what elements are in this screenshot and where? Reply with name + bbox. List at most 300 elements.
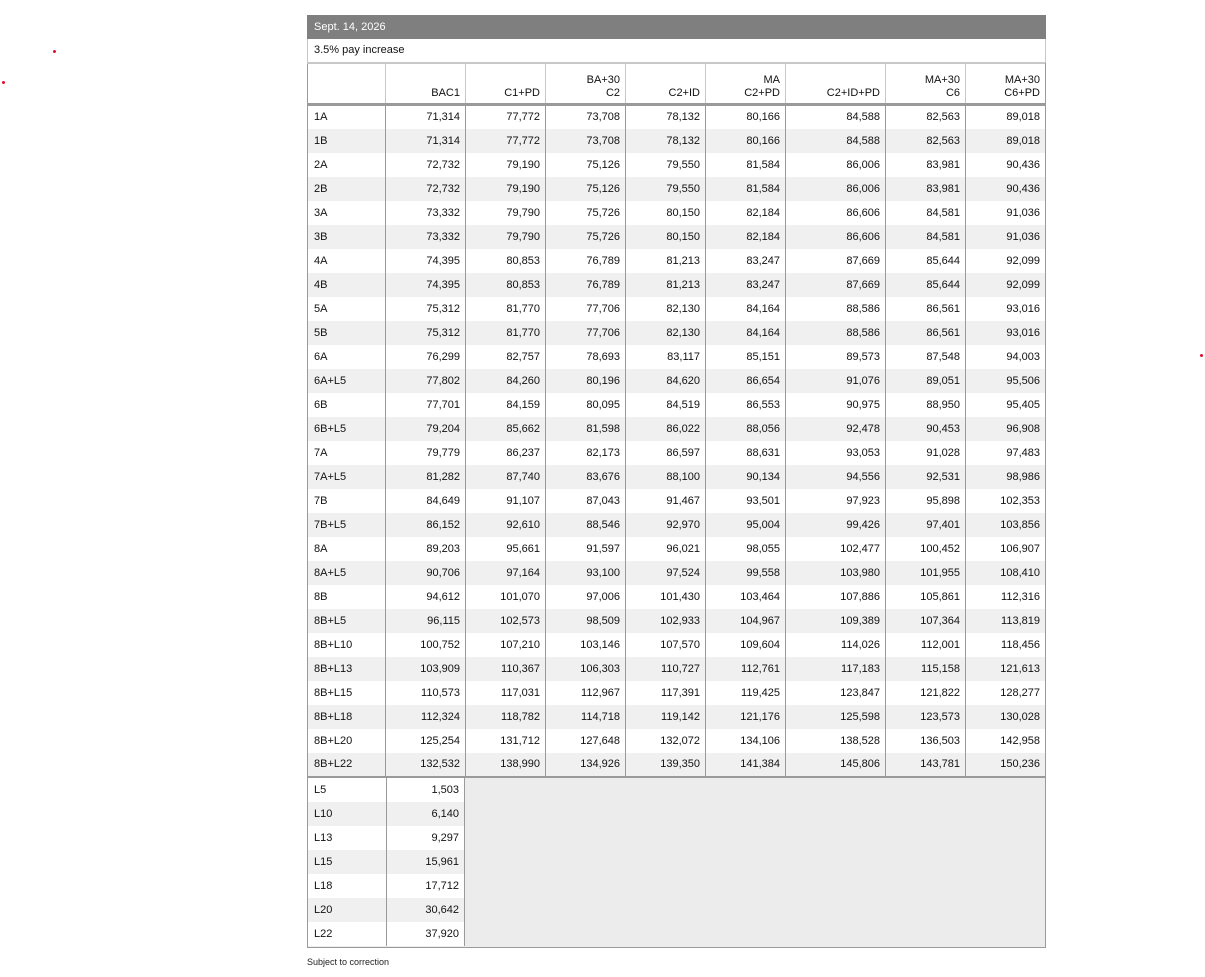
salary-cell: 98,509 bbox=[546, 609, 626, 633]
salary-cell: 82,563 bbox=[886, 129, 966, 153]
salary-cell: 138,990 bbox=[466, 753, 546, 777]
salary-cell: 123,573 bbox=[886, 705, 966, 729]
longevity-row bbox=[308, 826, 465, 850]
table-row bbox=[308, 513, 1046, 537]
salary-cell: 145,806 bbox=[786, 753, 886, 777]
table-row bbox=[308, 153, 1046, 177]
longevity-row bbox=[308, 874, 465, 898]
table-row bbox=[308, 129, 1046, 153]
salary-cell: 107,886 bbox=[786, 585, 886, 609]
step-label: 7A bbox=[308, 441, 386, 465]
salary-cell: 88,586 bbox=[786, 297, 886, 321]
salary-cell: 82,184 bbox=[706, 201, 786, 225]
salary-cell: 103,146 bbox=[546, 633, 626, 657]
salary-cell: 86,597 bbox=[626, 441, 706, 465]
salary-cell: 136,503 bbox=[886, 729, 966, 753]
column-header bbox=[706, 64, 786, 105]
salary-cell: 82,130 bbox=[626, 297, 706, 321]
step-label: 6B+L5 bbox=[308, 417, 386, 441]
salary-cell: 132,072 bbox=[626, 729, 706, 753]
salary-cell: 89,573 bbox=[786, 345, 886, 369]
salary-cell: 107,210 bbox=[466, 633, 546, 657]
salary-cell: 86,561 bbox=[886, 297, 966, 321]
salary-cell: 110,573 bbox=[386, 681, 466, 705]
salary-cell: 123,847 bbox=[786, 681, 886, 705]
salary-cell: 94,556 bbox=[786, 465, 886, 489]
salary-cell: 112,316 bbox=[966, 585, 1046, 609]
step-label: 8B+L5 bbox=[308, 609, 386, 633]
salary-cell: 107,364 bbox=[886, 609, 966, 633]
step-label: 7A+L5 bbox=[308, 465, 386, 489]
table-row bbox=[308, 177, 1046, 201]
column-header bbox=[546, 64, 626, 105]
salary-cell: 125,254 bbox=[386, 729, 466, 753]
salary-cell: 75,726 bbox=[546, 225, 626, 249]
salary-cell: 131,712 bbox=[466, 729, 546, 753]
salary-cell: 76,789 bbox=[546, 273, 626, 297]
salary-rows bbox=[308, 105, 1046, 777]
salary-cell: 90,453 bbox=[886, 417, 966, 441]
table-row bbox=[308, 609, 1046, 633]
table-row bbox=[308, 441, 1046, 465]
salary-cell: 88,056 bbox=[706, 417, 786, 441]
salary-cell: 77,701 bbox=[386, 393, 466, 417]
longevity-amount: 17,712 bbox=[386, 874, 464, 898]
salary-cell: 90,706 bbox=[386, 561, 466, 585]
salary-cell: 81,282 bbox=[386, 465, 466, 489]
salary-cell: 89,051 bbox=[886, 369, 966, 393]
salary-cell: 85,151 bbox=[706, 345, 786, 369]
salary-cell: 80,853 bbox=[466, 273, 546, 297]
salary-cell: 94,003 bbox=[966, 345, 1046, 369]
longevity-row bbox=[308, 850, 465, 874]
salary-cell: 141,384 bbox=[706, 753, 786, 777]
column-header bbox=[886, 64, 966, 105]
salary-cell: 89,018 bbox=[966, 129, 1046, 153]
salary-cell: 71,314 bbox=[386, 129, 466, 153]
step-label: 7B bbox=[308, 489, 386, 513]
step-label: 8B bbox=[308, 585, 386, 609]
salary-cell: 92,531 bbox=[886, 465, 966, 489]
table-row bbox=[308, 393, 1046, 417]
salary-cell: 79,204 bbox=[386, 417, 466, 441]
step-label: 8A+L5 bbox=[308, 561, 386, 585]
salary-cell: 88,631 bbox=[706, 441, 786, 465]
salary-cell: 92,478 bbox=[786, 417, 886, 441]
salary-cell: 83,247 bbox=[706, 273, 786, 297]
salary-cell: 101,955 bbox=[886, 561, 966, 585]
table-row bbox=[308, 729, 1046, 753]
table-row bbox=[308, 321, 1046, 345]
salary-cell: 102,933 bbox=[626, 609, 706, 633]
table-row bbox=[308, 369, 1046, 393]
table-row bbox=[308, 681, 1046, 705]
salary-cell: 81,213 bbox=[626, 249, 706, 273]
salary-cell: 83,981 bbox=[886, 177, 966, 201]
salary-cell: 106,907 bbox=[966, 537, 1046, 561]
salary-cell: 77,772 bbox=[466, 105, 546, 129]
step-label: 8B+L15 bbox=[308, 681, 386, 705]
step-label: 7B+L5 bbox=[308, 513, 386, 537]
longevity-label: L10 bbox=[308, 802, 386, 826]
salary-cell: 112,761 bbox=[706, 657, 786, 681]
salary-cell: 78,132 bbox=[626, 105, 706, 129]
salary-cell: 92,099 bbox=[966, 249, 1046, 273]
salary-cell: 76,789 bbox=[546, 249, 626, 273]
salary-cell: 134,926 bbox=[546, 753, 626, 777]
salary-cell: 83,117 bbox=[626, 345, 706, 369]
salary-cell: 84,260 bbox=[466, 369, 546, 393]
salary-cell: 81,584 bbox=[706, 177, 786, 201]
salary-cell: 90,975 bbox=[786, 393, 886, 417]
table-row bbox=[308, 489, 1046, 513]
table-row bbox=[308, 585, 1046, 609]
table-row bbox=[308, 273, 1046, 297]
column-header bbox=[966, 64, 1046, 105]
table-row bbox=[308, 537, 1046, 561]
salary-cell: 102,477 bbox=[786, 537, 886, 561]
column-header bbox=[466, 64, 546, 105]
salary-cell: 84,649 bbox=[386, 489, 466, 513]
salary-cell: 81,770 bbox=[466, 297, 546, 321]
longevity-section bbox=[307, 778, 1046, 948]
salary-cell: 79,550 bbox=[626, 153, 706, 177]
salary-cell: 117,183 bbox=[786, 657, 886, 681]
salary-cell: 75,312 bbox=[386, 297, 466, 321]
salary-cell: 90,436 bbox=[966, 177, 1046, 201]
salary-cell: 82,173 bbox=[546, 441, 626, 465]
salary-cell: 93,501 bbox=[706, 489, 786, 513]
table-row bbox=[308, 297, 1046, 321]
longevity-amount: 1,503 bbox=[386, 778, 464, 802]
salary-cell: 97,483 bbox=[966, 441, 1046, 465]
step-label: 2B bbox=[308, 177, 386, 201]
salary-cell: 128,277 bbox=[966, 681, 1046, 705]
step-label: 8B+L18 bbox=[308, 705, 386, 729]
salary-cell: 104,967 bbox=[706, 609, 786, 633]
salary-cell: 150,236 bbox=[966, 753, 1046, 777]
step-label: 8B+L20 bbox=[308, 729, 386, 753]
salary-cell: 82,757 bbox=[466, 345, 546, 369]
step-label: 4A bbox=[308, 249, 386, 273]
longevity-amount: 15,961 bbox=[386, 850, 464, 874]
salary-cell: 80,150 bbox=[626, 225, 706, 249]
salary-cell: 90,134 bbox=[706, 465, 786, 489]
table-row bbox=[308, 201, 1046, 225]
salary-cell: 73,708 bbox=[546, 129, 626, 153]
salary-cell: 80,150 bbox=[626, 201, 706, 225]
longevity-label: L22 bbox=[308, 922, 386, 946]
salary-cell: 87,740 bbox=[466, 465, 546, 489]
salary-cell: 89,203 bbox=[386, 537, 466, 561]
salary-cell: 112,001 bbox=[886, 633, 966, 657]
salary-cell: 74,395 bbox=[386, 273, 466, 297]
salary-cell: 138,528 bbox=[786, 729, 886, 753]
salary-cell: 91,036 bbox=[966, 225, 1046, 249]
step-label: 2A bbox=[308, 153, 386, 177]
salary-table bbox=[307, 63, 1046, 778]
salary-cell: 79,779 bbox=[386, 441, 466, 465]
step-label: 8A bbox=[308, 537, 386, 561]
salary-cell: 85,644 bbox=[886, 273, 966, 297]
salary-cell: 92,099 bbox=[966, 273, 1046, 297]
salary-cell: 73,332 bbox=[386, 201, 466, 225]
salary-cell: 77,772 bbox=[466, 129, 546, 153]
column-header-line1: MA+30 bbox=[924, 74, 960, 86]
salary-cell: 81,598 bbox=[546, 417, 626, 441]
salary-cell: 85,662 bbox=[466, 417, 546, 441]
table-row bbox=[308, 249, 1046, 273]
salary-cell: 103,909 bbox=[386, 657, 466, 681]
step-label: 6A+L5 bbox=[308, 369, 386, 393]
salary-cell: 75,312 bbox=[386, 321, 466, 345]
salary-cell: 80,095 bbox=[546, 393, 626, 417]
salary-cell: 110,727 bbox=[626, 657, 706, 681]
salary-cell: 82,563 bbox=[886, 105, 966, 129]
column-header-line2: C6 bbox=[945, 87, 960, 99]
table-row bbox=[308, 465, 1046, 489]
step-label: 5B bbox=[308, 321, 386, 345]
salary-cell: 91,467 bbox=[626, 489, 706, 513]
header-row bbox=[308, 64, 1046, 105]
salary-cell: 83,981 bbox=[886, 153, 966, 177]
salary-cell: 79,190 bbox=[466, 153, 546, 177]
salary-cell: 84,581 bbox=[886, 225, 966, 249]
salary-cell: 84,164 bbox=[706, 321, 786, 345]
column-header-line2: C2+ID bbox=[668, 87, 700, 99]
salary-cell: 102,573 bbox=[466, 609, 546, 633]
table-row bbox=[308, 417, 1046, 441]
salary-cell: 80,166 bbox=[706, 129, 786, 153]
salary-cell: 77,706 bbox=[546, 321, 626, 345]
salary-cell: 75,126 bbox=[546, 177, 626, 201]
salary-cell: 91,036 bbox=[966, 201, 1046, 225]
salary-cell: 114,026 bbox=[786, 633, 886, 657]
table-row bbox=[308, 753, 1046, 777]
salary-cell: 100,452 bbox=[886, 537, 966, 561]
salary-cell: 83,676 bbox=[546, 465, 626, 489]
column-header-line2: C2 bbox=[605, 87, 620, 99]
salary-cell: 73,708 bbox=[546, 105, 626, 129]
salary-cell: 109,389 bbox=[786, 609, 886, 633]
salary-cell: 132,532 bbox=[386, 753, 466, 777]
salary-cell: 93,016 bbox=[966, 297, 1046, 321]
salary-cell: 82,184 bbox=[706, 225, 786, 249]
salary-cell: 119,142 bbox=[626, 705, 706, 729]
longevity-table bbox=[308, 778, 465, 946]
salary-cell: 86,561 bbox=[886, 321, 966, 345]
salary-cell: 71,314 bbox=[386, 105, 466, 129]
salary-cell: 86,152 bbox=[386, 513, 466, 537]
salary-cell: 82,130 bbox=[626, 321, 706, 345]
longevity-amount: 30,642 bbox=[386, 898, 464, 922]
salary-cell: 110,367 bbox=[466, 657, 546, 681]
salary-cell: 101,430 bbox=[626, 585, 706, 609]
salary-cell: 74,395 bbox=[386, 249, 466, 273]
salary-cell: 121,613 bbox=[966, 657, 1046, 681]
salary-cell: 81,584 bbox=[706, 153, 786, 177]
salary-cell: 84,519 bbox=[626, 393, 706, 417]
salary-cell: 105,861 bbox=[886, 585, 966, 609]
salary-cell: 91,107 bbox=[466, 489, 546, 513]
step-label: 1B bbox=[308, 129, 386, 153]
salary-cell: 90,436 bbox=[966, 153, 1046, 177]
salary-cell: 79,550 bbox=[626, 177, 706, 201]
salary-cell: 117,391 bbox=[626, 681, 706, 705]
salary-cell: 127,648 bbox=[546, 729, 626, 753]
table-row bbox=[308, 105, 1046, 129]
salary-cell: 97,164 bbox=[466, 561, 546, 585]
salary-cell: 84,164 bbox=[706, 297, 786, 321]
salary-cell: 80,853 bbox=[466, 249, 546, 273]
salary-cell: 92,970 bbox=[626, 513, 706, 537]
salary-cell: 113,819 bbox=[966, 609, 1046, 633]
salary-cell: 86,006 bbox=[786, 177, 886, 201]
longevity-label: L18 bbox=[308, 874, 386, 898]
salary-cell: 112,324 bbox=[386, 705, 466, 729]
column-header-line2: C1+PD bbox=[504, 87, 540, 99]
step-label: 3B bbox=[308, 225, 386, 249]
step-label: 8B+L22 bbox=[308, 753, 386, 777]
salary-cell: 96,115 bbox=[386, 609, 466, 633]
salary-cell: 81,770 bbox=[466, 321, 546, 345]
salary-cell: 118,782 bbox=[466, 705, 546, 729]
salary-cell: 119,425 bbox=[706, 681, 786, 705]
longevity-row bbox=[308, 802, 465, 826]
salary-cell: 88,546 bbox=[546, 513, 626, 537]
column-header bbox=[626, 64, 706, 105]
salary-cell: 134,106 bbox=[706, 729, 786, 753]
salary-cell: 87,669 bbox=[786, 249, 886, 273]
salary-cell: 99,426 bbox=[786, 513, 886, 537]
salary-cell: 75,126 bbox=[546, 153, 626, 177]
salary-cell: 94,612 bbox=[386, 585, 466, 609]
longevity-label: L13 bbox=[308, 826, 386, 850]
table-row bbox=[308, 657, 1046, 681]
salary-cell: 106,303 bbox=[546, 657, 626, 681]
salary-cell: 86,606 bbox=[786, 201, 886, 225]
salary-cell: 108,410 bbox=[966, 561, 1046, 585]
longevity-amount: 37,920 bbox=[386, 922, 464, 946]
table-row bbox=[308, 705, 1046, 729]
salary-cell: 95,004 bbox=[706, 513, 786, 537]
salary-cell: 86,606 bbox=[786, 225, 886, 249]
salary-cell: 72,732 bbox=[386, 177, 466, 201]
salary-cell: 142,958 bbox=[966, 729, 1046, 753]
salary-cell: 98,055 bbox=[706, 537, 786, 561]
salary-cell: 125,598 bbox=[786, 705, 886, 729]
salary-cell: 97,401 bbox=[886, 513, 966, 537]
salary-cell: 88,586 bbox=[786, 321, 886, 345]
schedule-date: Sept. 14, 2026 bbox=[307, 15, 1046, 39]
salary-cell: 89,018 bbox=[966, 105, 1046, 129]
salary-cell: 95,898 bbox=[886, 489, 966, 513]
longevity-label: L20 bbox=[308, 898, 386, 922]
table-row bbox=[308, 345, 1046, 369]
salary-cell: 96,908 bbox=[966, 417, 1046, 441]
salary-cell: 80,166 bbox=[706, 105, 786, 129]
salary-cell: 98,986 bbox=[966, 465, 1046, 489]
table-row bbox=[308, 561, 1046, 585]
longevity-label: L15 bbox=[308, 850, 386, 874]
salary-cell: 99,558 bbox=[706, 561, 786, 585]
salary-cell: 86,553 bbox=[706, 393, 786, 417]
salary-cell: 73,332 bbox=[386, 225, 466, 249]
salary-cell: 107,570 bbox=[626, 633, 706, 657]
salary-cell: 87,669 bbox=[786, 273, 886, 297]
salary-cell: 84,588 bbox=[786, 105, 886, 129]
salary-cell: 91,597 bbox=[546, 537, 626, 561]
salary-cell: 139,350 bbox=[626, 753, 706, 777]
longevity-amount: 9,297 bbox=[386, 826, 464, 850]
salary-cell: 77,706 bbox=[546, 297, 626, 321]
salary-cell: 79,190 bbox=[466, 177, 546, 201]
schedule-subtitle: 3.5% pay increase bbox=[307, 39, 1046, 63]
salary-cell: 87,548 bbox=[886, 345, 966, 369]
marker-dot bbox=[1200, 354, 1203, 357]
salary-cell: 84,581 bbox=[886, 201, 966, 225]
table-row bbox=[308, 225, 1046, 249]
salary-cell: 103,856 bbox=[966, 513, 1046, 537]
salary-cell: 87,043 bbox=[546, 489, 626, 513]
salary-cell: 88,950 bbox=[886, 393, 966, 417]
column-header bbox=[386, 64, 466, 105]
step-label: 4B bbox=[308, 273, 386, 297]
salary-cell: 80,196 bbox=[546, 369, 626, 393]
column-header-line2: C6+PD bbox=[1004, 87, 1040, 99]
column-header-line1: BA+30 bbox=[586, 74, 620, 86]
salary-cell: 101,070 bbox=[466, 585, 546, 609]
salary-cell: 95,405 bbox=[966, 393, 1046, 417]
salary-cell: 103,464 bbox=[706, 585, 786, 609]
salary-cell: 96,021 bbox=[626, 537, 706, 561]
step-label: 5A bbox=[308, 297, 386, 321]
longevity-row bbox=[308, 898, 465, 922]
salary-cell: 78,132 bbox=[626, 129, 706, 153]
column-header-line2: C2+ID+PD bbox=[826, 87, 880, 99]
salary-cell: 109,604 bbox=[706, 633, 786, 657]
salary-cell: 86,006 bbox=[786, 153, 886, 177]
salary-cell: 84,588 bbox=[786, 129, 886, 153]
salary-cell: 112,967 bbox=[546, 681, 626, 705]
column-header-line2: C2+PD bbox=[744, 87, 780, 99]
salary-cell: 97,006 bbox=[546, 585, 626, 609]
salary-cell: 95,661 bbox=[466, 537, 546, 561]
salary-cell: 100,752 bbox=[386, 633, 466, 657]
table-row bbox=[308, 633, 1046, 657]
salary-cell: 143,781 bbox=[886, 753, 966, 777]
salary-cell: 86,237 bbox=[466, 441, 546, 465]
column-header bbox=[786, 64, 886, 105]
salary-cell: 102,353 bbox=[966, 489, 1046, 513]
salary-cell: 77,802 bbox=[386, 369, 466, 393]
salary-cell: 92,610 bbox=[466, 513, 546, 537]
salary-cell: 85,644 bbox=[886, 249, 966, 273]
column-header-line1: MA+30 bbox=[1004, 74, 1040, 86]
salary-cell: 86,654 bbox=[706, 369, 786, 393]
salary-cell: 97,524 bbox=[626, 561, 706, 585]
salary-schedule bbox=[307, 15, 1046, 948]
salary-cell: 75,726 bbox=[546, 201, 626, 225]
salary-cell: 117,031 bbox=[466, 681, 546, 705]
step-label: 6B bbox=[308, 393, 386, 417]
salary-cell: 95,506 bbox=[966, 369, 1046, 393]
step-label: 6A bbox=[308, 345, 386, 369]
salary-cell: 81,213 bbox=[626, 273, 706, 297]
salary-cell: 97,923 bbox=[786, 489, 886, 513]
column-header-line1: MA bbox=[763, 74, 780, 86]
step-label: 8B+L13 bbox=[308, 657, 386, 681]
